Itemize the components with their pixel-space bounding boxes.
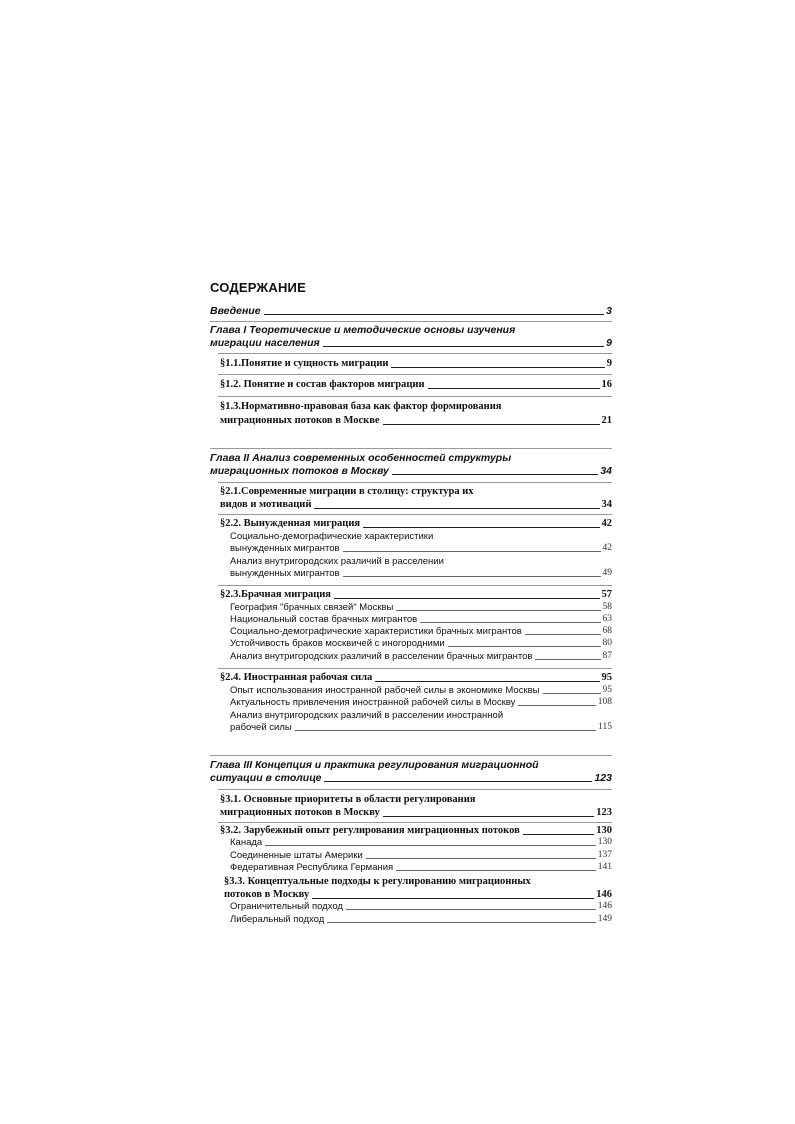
page-number: 57 <box>601 589 612 600</box>
entry-label: Канада <box>230 837 263 848</box>
entry-label: миграционных потоков в Москве <box>220 415 380 426</box>
chapter-1-title-line1: Глава I Теоретические и методические основы изучения <box>210 324 516 336</box>
page-number: 130 <box>596 825 612 836</box>
page-number: 34 <box>601 499 612 510</box>
subsection-title-line1: Анализ внутригородских различий в расселении иностранной <box>230 710 504 721</box>
divider <box>218 789 612 790</box>
entry-label: Соединенные штаты Америки <box>230 850 363 861</box>
entry-label: Национальный состав брачных мигрантов <box>230 614 418 625</box>
section-2-1-title-line1: §2.1.Современные миграции в столицу: структура их <box>220 486 474 497</box>
section-1-3-title-line1: §1.3.Нормативно-правовая база как фактор формирования <box>220 401 502 412</box>
toc-entry-subsection[interactable] <box>230 838 612 848</box>
leader-line <box>323 346 604 347</box>
entry-label: Либеральный подход <box>230 914 325 925</box>
subsection-title-line1: Анализ внутригородских различий в расселении <box>230 556 444 567</box>
page-number: 146 <box>597 901 612 911</box>
page-number: 21 <box>601 415 612 426</box>
entry-label: Федеративная Республика Германия <box>230 862 394 873</box>
page-number: 146 <box>596 889 612 900</box>
page-number: 141 <box>597 862 612 872</box>
leader-line <box>314 508 599 509</box>
page-number: 108 <box>597 697 612 707</box>
leader-line <box>448 646 601 647</box>
entry-label: миграционных потоков в Москву <box>210 465 389 477</box>
entry-label: миграции населения <box>210 337 320 349</box>
leader-line <box>343 576 601 577</box>
leader-line <box>363 527 599 528</box>
page-number: 16 <box>601 379 612 390</box>
chapter-3-title-line1: Глава III Концепция и практика регулирования миграционной <box>210 759 539 771</box>
page-number: 137 <box>597 850 612 860</box>
toc-entry-subsection[interactable] <box>230 639 612 649</box>
toc-entry-subsection[interactable] <box>230 627 612 637</box>
divider <box>218 374 612 375</box>
toc-entry-chapter-1[interactable] <box>210 338 612 349</box>
leader-line <box>392 474 598 475</box>
leader-line <box>543 693 601 694</box>
toc-entry-section-1-1[interactable] <box>220 359 612 370</box>
divider <box>218 822 612 823</box>
divider <box>218 514 612 515</box>
leader-line <box>535 659 600 660</box>
leader-line <box>396 610 600 611</box>
entry-label: §2.3.Брачная миграция <box>220 589 331 600</box>
entry-label: миграционных потоков в Москву <box>220 807 380 818</box>
page-number: 9 <box>606 358 612 369</box>
toc-entry-subsection[interactable] <box>230 544 612 554</box>
section-3-1-title-line1: §3.1. Основные приоритеты в области регулирования <box>220 794 476 805</box>
page-number: 42 <box>602 543 612 553</box>
entry-label: Социально-демографические характеристики брачных мигрантов <box>230 626 522 637</box>
page-number: 123 <box>594 772 612 784</box>
toc-entry-section-2-2[interactable] <box>220 519 612 530</box>
entry-label: Анализ внутригородских различий в расселении брачных мигрантов <box>230 651 533 662</box>
leader-line <box>428 388 600 389</box>
entry-label: География "брачных связей" Москвы <box>230 602 394 613</box>
page-number: 95 <box>602 685 612 695</box>
toc-entry-section-2-1[interactable] <box>220 500 612 511</box>
page-number: 34 <box>600 465 612 477</box>
entry-label: вынужденных мигрантов <box>230 543 340 554</box>
leader-line <box>324 781 592 782</box>
page-number: 130 <box>597 837 612 847</box>
leader-line <box>334 598 600 599</box>
divider <box>218 482 612 483</box>
divider <box>218 668 612 669</box>
page-number: 63 <box>602 614 612 624</box>
toc-entry-chapter-2[interactable] <box>210 466 612 477</box>
toc-entry-subsection[interactable] <box>230 723 612 733</box>
leader-line <box>312 898 594 899</box>
toc-entry-section-2-4[interactable] <box>220 673 612 684</box>
entry-label: §3.2. Зарубежный опыт регулирования миграционных потоков <box>220 825 520 836</box>
leader-line <box>327 922 595 923</box>
page-number: 95 <box>601 672 612 683</box>
subsection-title-line1: Социально-демографические характеристики <box>230 531 434 542</box>
page-number: 3 <box>606 305 612 317</box>
page-number: 68 <box>602 626 612 636</box>
toc-entry-section-1-3[interactable] <box>220 416 612 427</box>
leader-line <box>366 858 596 859</box>
entry-label: Опыт использования иностранной рабочей силы в экономике Москвы <box>230 685 540 696</box>
page-number: 42 <box>601 518 612 529</box>
toc-entry-subsection[interactable] <box>230 603 612 613</box>
entry-label: §2.4. Иностранная рабочая сила <box>220 672 373 683</box>
entry-label: §2.2. Вынужденная миграция <box>220 518 361 529</box>
entry-label: рабочей силы <box>230 722 292 733</box>
entry-label: Введение <box>210 305 261 317</box>
leader-line <box>346 909 596 910</box>
leader-line <box>518 705 595 706</box>
leader-line <box>525 634 601 635</box>
leader-line <box>264 314 605 315</box>
divider <box>218 353 612 354</box>
leader-line <box>523 834 594 835</box>
chapter-2-title-line1: Глава II Анализ современных особенностей структуры <box>210 452 512 464</box>
divider <box>218 396 612 397</box>
entry-label: вынужденных мигрантов <box>230 568 340 579</box>
page-number: 58 <box>602 602 612 612</box>
divider <box>210 321 612 322</box>
leader-line <box>383 816 594 817</box>
entry-label: §1.2. Понятие и состав факторов миграции <box>220 379 425 390</box>
leader-line <box>343 551 601 552</box>
leader-line <box>295 730 596 731</box>
toc-entry-subsection[interactable] <box>230 615 612 625</box>
toc-entry-section-3-2[interactable] <box>220 826 612 837</box>
leader-line <box>391 367 604 368</box>
toc-entry-introduction[interactable] <box>210 306 612 317</box>
leader-line <box>375 681 599 682</box>
entry-label: Ограничительный подход <box>230 901 343 912</box>
page-number: 9 <box>606 337 612 349</box>
leader-line <box>420 622 600 623</box>
page-number: 80 <box>602 638 612 648</box>
page-number: 123 <box>596 807 612 818</box>
entry-label: потоков в Москву <box>224 889 310 900</box>
divider <box>218 585 612 586</box>
divider <box>210 755 612 756</box>
toc-entry-section-3-3[interactable] <box>224 890 612 901</box>
entry-label: Устойчивость браков москвичей с иногородними <box>230 638 445 649</box>
toc-entry-subsection[interactable] <box>230 863 612 873</box>
leader-line <box>396 870 596 871</box>
toc-entry-subsection[interactable] <box>230 851 612 861</box>
toc-entry-section-2-3[interactable] <box>220 590 612 601</box>
entry-label: видов и мотиваций <box>220 499 312 510</box>
toc-entry-chapter-3[interactable] <box>210 773 612 784</box>
page-number: 49 <box>602 568 612 578</box>
toc-entry-subsection[interactable] <box>230 698 612 708</box>
entry-label: ситуации в столице <box>210 772 322 784</box>
page-number: 115 <box>598 722 612 732</box>
entry-label: Актуальность привлечения иностранной рабочей силы в Москву <box>230 697 516 708</box>
page-number: 149 <box>597 914 612 924</box>
leader-line <box>383 424 600 425</box>
toc-entry-subsection[interactable] <box>230 652 612 662</box>
toc-title: СОДЕРЖАНИЕ <box>210 280 306 295</box>
toc-entry-subsection[interactable] <box>230 686 612 696</box>
toc-entry-section-3-1[interactable] <box>220 808 612 819</box>
leader-line <box>265 845 596 846</box>
toc-entry-section-1-2[interactable] <box>220 380 612 391</box>
toc-entry-subsection[interactable] <box>230 569 612 579</box>
toc-entry-subsection[interactable] <box>230 915 612 925</box>
entry-label: §1.1.Понятие и сущность миграции <box>220 358 389 369</box>
divider <box>210 448 612 449</box>
section-3-3-title-line1: §3.3. Концептуальные подходы к регулированию миграционных <box>224 876 531 887</box>
toc-entry-subsection[interactable] <box>230 902 612 912</box>
page-number: 87 <box>602 651 612 661</box>
